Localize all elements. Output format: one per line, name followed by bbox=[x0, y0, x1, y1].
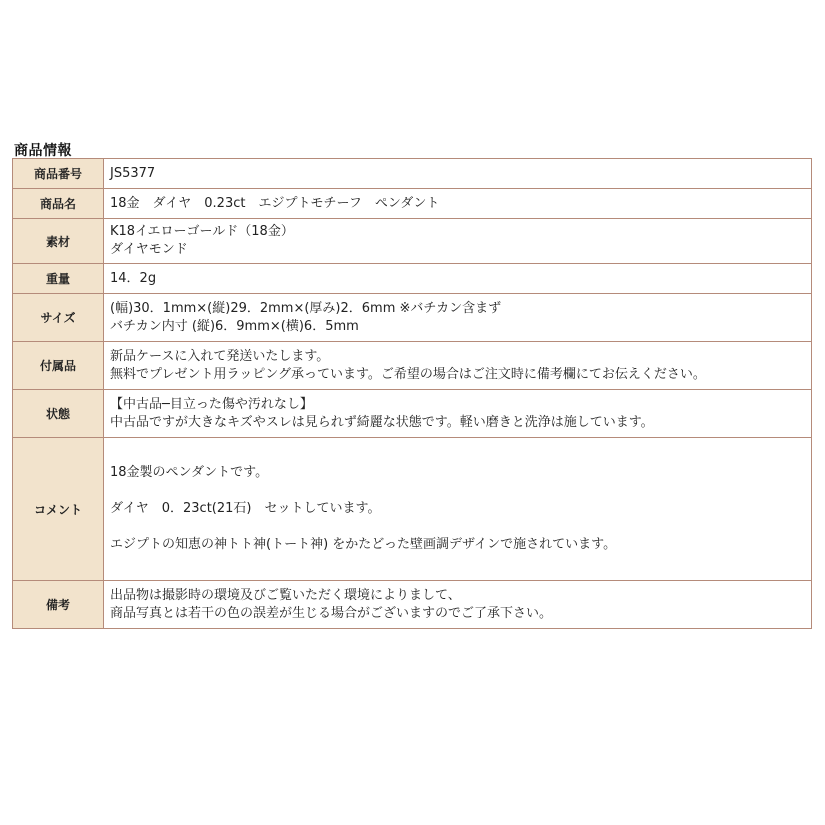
condition-line-2: 中古品ですが大きなキズやスレは見られず綺麗な状態です。軽い磨きと洗浄は施しています。 bbox=[110, 414, 654, 430]
row-accessories bbox=[13, 342, 812, 390]
value-size bbox=[104, 294, 812, 342]
product-name-text: 18金 ダイヤ 0.23ct エジプトモチーフ ペンダント bbox=[110, 195, 440, 211]
value-condition bbox=[104, 390, 812, 438]
label-product-name: 商品名 bbox=[13, 189, 104, 219]
weight-text: 14．2g bbox=[110, 270, 157, 286]
section-title: 商品情報 bbox=[14, 143, 72, 159]
product-number-text: JS5377 bbox=[110, 165, 156, 181]
condition-line-1: 【中古品─目立った傷や汚れなし】 bbox=[110, 396, 313, 412]
material-line-1: K18イエローゴールド（18金） bbox=[110, 224, 294, 239]
accessories-line-2: 無料でプレゼント用ラッピング承っています。ご希望の場合はご注文時に備考欄にてお伝えください。 bbox=[110, 366, 706, 382]
value-comment bbox=[104, 438, 812, 581]
value-material bbox=[104, 219, 812, 264]
comment-line-1: 18金製のペンダントです。 bbox=[110, 465, 269, 480]
label-weight: 重量 bbox=[13, 264, 104, 294]
value-accessories bbox=[104, 342, 812, 390]
size-line-2: バチカン内寸 (縦)6．9mm×(横)6．5mm bbox=[110, 318, 359, 334]
product-info-table bbox=[12, 158, 812, 629]
label-accessories: 付属品 bbox=[13, 342, 104, 390]
label-comment: コメント bbox=[13, 438, 104, 581]
comment-line-2: ダイヤ 0．23ct(21石) セットしています。 bbox=[110, 501, 381, 516]
notes-line-2: 商品写真とは若干の色の誤差が生じる場合がございますのでご了承下さい。 bbox=[110, 605, 553, 621]
notes-line-1: 出品物は撮影時の環境及びご覧いただく環境によりまして、 bbox=[110, 587, 461, 603]
size-line-1: (幅)30．1mm×(縦)29．2mm×(厚み)2．6mm ※バチカン含まず bbox=[110, 300, 502, 316]
value-notes bbox=[104, 581, 812, 629]
label-product-number: 商品番号 bbox=[13, 159, 104, 189]
label-size: サイズ bbox=[13, 294, 104, 342]
row-size bbox=[13, 294, 812, 342]
row-condition bbox=[13, 390, 812, 438]
value-product-number bbox=[104, 159, 812, 189]
label-condition: 状態 bbox=[13, 390, 104, 438]
value-product-name bbox=[104, 189, 812, 219]
row-material bbox=[13, 219, 812, 264]
value-weight bbox=[104, 264, 812, 294]
row-product-name bbox=[13, 189, 812, 219]
label-material: 素材 bbox=[13, 219, 104, 264]
material-line-2: ダイヤモンド bbox=[110, 242, 188, 257]
comment-line-3: エジプトの知恵の神トト神(トート神) をかたどった壁画調デザインで施されています。 bbox=[110, 537, 617, 552]
row-weight bbox=[13, 264, 812, 294]
row-product-number bbox=[13, 159, 812, 189]
row-notes bbox=[13, 581, 812, 629]
row-comment bbox=[13, 438, 812, 581]
label-notes: 備考 bbox=[13, 581, 104, 629]
accessories-line-1: 新品ケースに入れて発送いたします。 bbox=[110, 348, 330, 364]
